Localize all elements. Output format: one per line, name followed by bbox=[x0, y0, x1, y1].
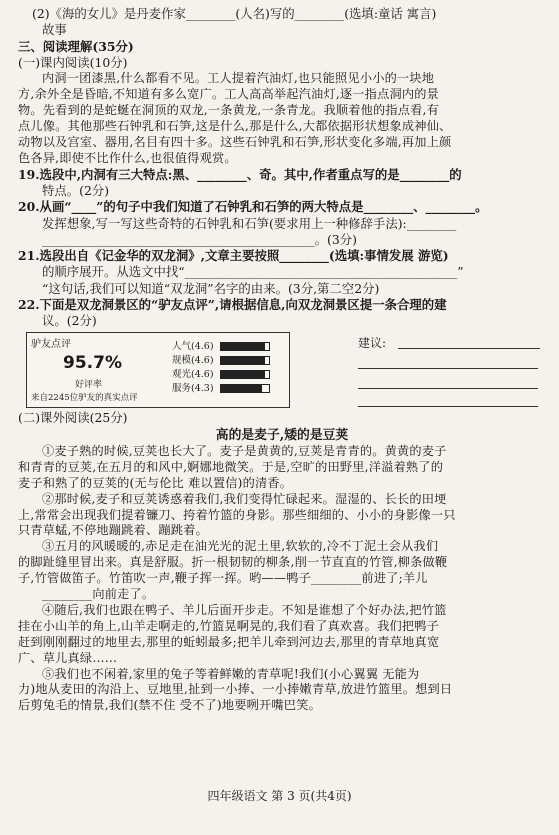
question-line: 21.选段出自《记金华的双龙洞》,文章主要按照________(选填:事情发展 游览) bbox=[18, 248, 449, 264]
question-line: (2)《海的女儿》是丹麦作家________(人名)写的________(选填:童话 寓言) bbox=[32, 6, 437, 21]
passage-line: 方,余外全是昏暗,不知道有多么宽广。工人高高举起汽油灯,逐一指点洞内的景 bbox=[18, 87, 440, 102]
question-line: 特点。(2分) bbox=[42, 182, 110, 198]
question-line: 的顺序展开。从选文中找“____________________________________________” bbox=[42, 264, 464, 280]
question-line: “这句话,我们可以知道“双龙洞”名字的由来。(3分,第二空2分) bbox=[42, 280, 380, 296]
exam-page bbox=[18, 6, 546, 714]
rating-label: 规模(4.6) bbox=[172, 354, 214, 366]
passage-line: 点儿像。其他那些石钟乳和石笋,这是什么,那是什么,大都依据形状想象成神仙、 bbox=[18, 118, 452, 133]
passage-line: ⑤我们也不闲着,家里的兔子等着鲜嫩的青草呢!我们(小心翼翼 无能为 bbox=[42, 666, 420, 681]
passage-line: ①麦子熟的时候,豆荚也长大了。麦子是黄黄的,豆荚是青青的。黄黄的麦子 bbox=[42, 443, 447, 458]
questions-19-22 bbox=[18, 167, 546, 330]
passage-line: 麦子和熟了的豆荚的(无与伦比 难以置信)的清香。 bbox=[18, 475, 293, 490]
review-subtitle: 好评率 bbox=[75, 379, 103, 390]
answer-line bbox=[358, 368, 538, 369]
rating-bar-fill bbox=[221, 343, 265, 350]
question-line: 故事 bbox=[42, 22, 67, 38]
passage-line: 广、草儿真绿…… bbox=[18, 650, 118, 665]
passage-line: 的脚趾缝里冒出来。真是舒服。折一根韧韧的柳条,削一节直直的竹管,柳条做鞭 bbox=[18, 555, 448, 570]
passage-line: 上,常常会出现我们提着镰刀、挎着竹篮的身影。那些细细的、小小的身影像一只 bbox=[18, 507, 456, 522]
review-card bbox=[26, 332, 290, 408]
subsection-heading: (一)课内阅读(10分) bbox=[18, 54, 128, 70]
rating-row bbox=[172, 383, 282, 395]
answer-line bbox=[358, 388, 538, 389]
passage-line: 内洞一团漆黑,什么都看不见。工人提着汽油灯,也只能照见小小的一块地 bbox=[42, 71, 435, 86]
subsection-heading: (二)课外阅读(25分) bbox=[18, 409, 128, 425]
article-title: 高的是麦子,矮的是豆荚 bbox=[215, 427, 349, 443]
section-heading: 三、阅读理解(35分) bbox=[18, 38, 134, 54]
rating-bar bbox=[220, 342, 270, 351]
passage-line: ________向前走了。 bbox=[42, 587, 155, 602]
question-line: ____________________________________________。(3分) bbox=[42, 231, 357, 247]
rating-row bbox=[172, 369, 282, 381]
question-line: 议。(2分) bbox=[42, 313, 97, 329]
answer-line bbox=[358, 406, 538, 407]
page-footer: 四年级语文 第 3 页(共4页) bbox=[207, 789, 352, 803]
question-line: 22.下面是双龙洞景区的“驴友点评”,请根据信息,向双龙洞景区提一条合理的建 bbox=[18, 297, 447, 312]
passage-line: 动物以及宫室、器用,名目有四十多。这些石钟乳和石笋,形状变化多端,再加上颜 bbox=[18, 134, 452, 149]
passage-line: 后剪兔毛的情景,我们(禁不住 受不了)地要咧开嘴巴笑。 bbox=[18, 698, 321, 713]
question-line: 19.选段中,内洞有三大特点:黑、________、奇。其中,作者重点写的是________的 bbox=[18, 166, 462, 182]
question-line: 20.从画“____”的句子中我们知道了石钟乳和石笋的两大特点是________、________。 bbox=[18, 199, 488, 215]
review-card-title: 驴友点评 bbox=[31, 338, 71, 350]
rating-label: 人气(4.6) bbox=[172, 340, 214, 352]
review-row bbox=[18, 330, 546, 410]
passage-line: ④随后,我们也跟在鸭子、羊儿后面开步走。不知是谁想了个好办法,把竹篮 bbox=[42, 602, 447, 617]
passage-line: ③五月的风暖暖的,赤足走在油光光的泥土里,软软的,冷不丁泥土会从我们 bbox=[42, 539, 439, 554]
review-percent: 95.7% bbox=[63, 352, 122, 373]
rating-label: 服务(4.3) bbox=[172, 382, 214, 394]
question-line: 发挥想象,写一写这些奇特的石钟乳和石笋(要求用上一种修辞手法):________ bbox=[42, 215, 457, 231]
passage-line: 子,竹管做笛子。竹笛吹一声,鞭子挥一挥。哟——鸭子________前进了;羊儿 bbox=[18, 571, 428, 586]
rating-label: 观光(4.6) bbox=[172, 368, 214, 380]
rating-row bbox=[172, 355, 282, 367]
passage-2 bbox=[18, 444, 546, 714]
passage-line: 只青草蜢,不停地蹦跳着、蹦跳着。 bbox=[18, 523, 208, 538]
rating-bar bbox=[220, 356, 270, 365]
rating-bar bbox=[220, 370, 270, 379]
review-source: 来自2245位驴友的真实点评 bbox=[31, 392, 138, 403]
passage-line: 和青青的豆荚,在五月的和风中,婀娜地微笑。于是,空旷的田野里,洋溢着熟了的 bbox=[18, 459, 444, 474]
rating-bar-fill bbox=[221, 385, 262, 392]
passage-line: 赶到刚刚翻过的地里去,那里的蚯蚓最多;把羊儿牵到河边去,那里的青草地真宽 bbox=[18, 634, 440, 649]
rating-row bbox=[172, 341, 282, 353]
passage-line: 色各异,即使不比作什么,也很值得观赏。 bbox=[18, 150, 237, 165]
suggestion-label: 建议: bbox=[358, 335, 387, 350]
passage-line: ②那时候,麦子和豆荚诱惑着我们,我们变得忙碌起来。湿湿的、长长的田埂 bbox=[42, 491, 447, 506]
passage-1 bbox=[18, 71, 546, 166]
passage-line: 力)地从麦田的沟沿上、豆地里,扯到一小捧、一小捧嫩青草,放进竹篮里。想到日 bbox=[18, 682, 453, 697]
passage-line: 物。先看到的是蛇蜒在洞顶的双龙,一条黄龙,一条青龙。我顺着他的指点看,有 bbox=[18, 103, 440, 117]
rating-bar-fill bbox=[221, 357, 265, 364]
answer-line bbox=[398, 348, 540, 349]
rating-bar-fill bbox=[221, 371, 265, 378]
rating-bar bbox=[220, 384, 270, 393]
passage-line: 挂在小山羊的角上,山羊走啊走的,竹篮晃啊晃的,我们看了真欢喜。我们把鸭子 bbox=[18, 618, 440, 633]
